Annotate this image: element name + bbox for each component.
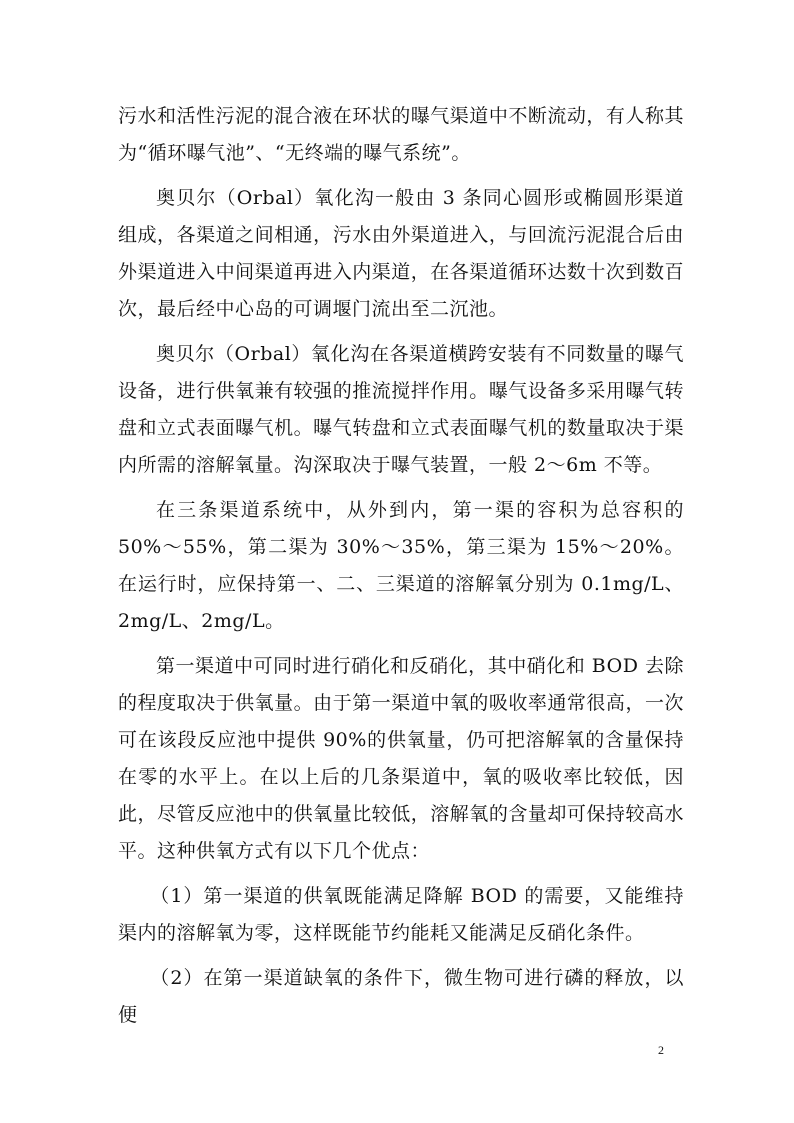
document-body (118, 98, 684, 1034)
paragraph-advantage-2: （2）在第一渠道缺氧的条件下，微生物可进行磷的释放，以便 (118, 967, 684, 1026)
paragraph-aeration-equipment: 奥贝尔（Orbal）氧化沟在各渠道横跨安装有不同数量的曝气设备，进行供氧兼有较强的推流搅拌作用。曝气设备多采用曝气转盘和立式表面曝气机。曝气转盘和立式表面曝气机的数量取决于渠内所需的溶解氧量。沟深取决于曝气装置，一般 2～6m 不等。 (118, 343, 684, 476)
paragraph-continuation: 污水和活性污泥的混合液在环状的曝气渠道中不断流动，有人称其为“循环曝气池”、“无终端的曝气系统”。 (118, 105, 684, 164)
paragraph-orbal-structure: 奥贝尔（Orbal）氧化沟一般由 3 条同心圆形或椭圆形渠道组成，各渠道之间相通，污水由外渠道进入，与回流污泥混合后由外渠道进入中间渠道再进入内渠道，在各渠道循环达数十次到数百次，最后经中心岛的可调堰门流出至二沉池。 (118, 187, 684, 320)
page-number: 2 (658, 1043, 664, 1057)
paragraph-first-channel: 第一渠道中可同时进行硝化和反硝化，其中硝化和 BOD 去除的程度取决于供氧量。由于第一渠道中氧的吸收率通常很高，一次可在该段反应池中提供 90%的供氧量，仍可把溶解氧的含量保持在零的水平上。在以上后的几条渠道中，氧的吸收率比较低，因此，尽管反应池中的供氧量比较低，溶解氧的含量却可保持较高水平。这种供氧方式有以下几个优点： (118, 655, 684, 862)
paragraph-advantage-1: （1）第一渠道的供氧既能满足降解 BOD 的需要，又能维持渠内的溶解氧为零，这样既能节约能耗又能满足反硝化条件。 (118, 885, 684, 944)
paragraph-channel-volumes: 在三条渠道系统中，从外到内，第一渠的容积为总容积的 50%～55%，第二渠为 30%～35%，第三渠为 15%～20%。在运行时，应保持第一、二、三渠道的溶解氧分别为 0.1mg/L、2mg/L、2mg/L。 (118, 499, 684, 632)
